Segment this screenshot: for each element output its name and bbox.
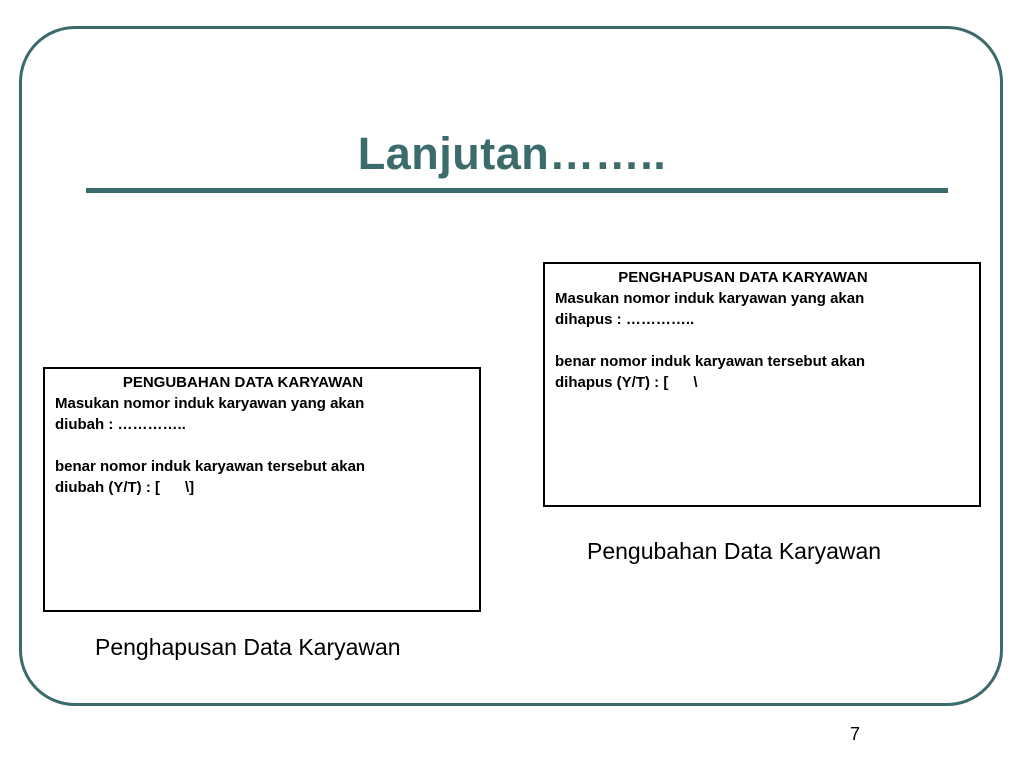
- delete-box-line: benar nomor induk karyawan tersebut akan: [555, 353, 866, 370]
- delete-box-heading: PENGHAPUSAN DATA KARYAWAN: [618, 269, 868, 286]
- delete-box-spacer: [555, 330, 969, 351]
- slide-title: Lanjutan……..: [357, 128, 667, 179]
- edit-box-heading: PENGUBAHAN DATA KARYAWAN: [122, 374, 364, 391]
- edit-box-spacer: [55, 435, 469, 456]
- edit-box-line: diubah : …………..: [55, 416, 186, 433]
- caption-right: Pengubahan Data Karyawan: [587, 538, 882, 564]
- edit-box-line: diubah (Y/T) : [ \]: [55, 479, 195, 496]
- edit-employee-box: [43, 367, 481, 612]
- delete-box-line: dihapus (Y/T) : [ \: [555, 374, 698, 391]
- edit-box-line: benar nomor induk karyawan tersebut akan: [55, 458, 366, 475]
- edit-box-line: Masukan nomor induk karyawan yang akan: [55, 395, 365, 412]
- delete-box-line: dihapus : …………..: [555, 311, 695, 328]
- delete-box-line: Masukan nomor induk karyawan yang akan: [555, 290, 865, 307]
- page-number: 7: [849, 724, 860, 744]
- delete-employee-box: [543, 262, 981, 507]
- caption-left: Penghapusan Data Karyawan: [95, 634, 401, 660]
- title-underline: [86, 188, 948, 193]
